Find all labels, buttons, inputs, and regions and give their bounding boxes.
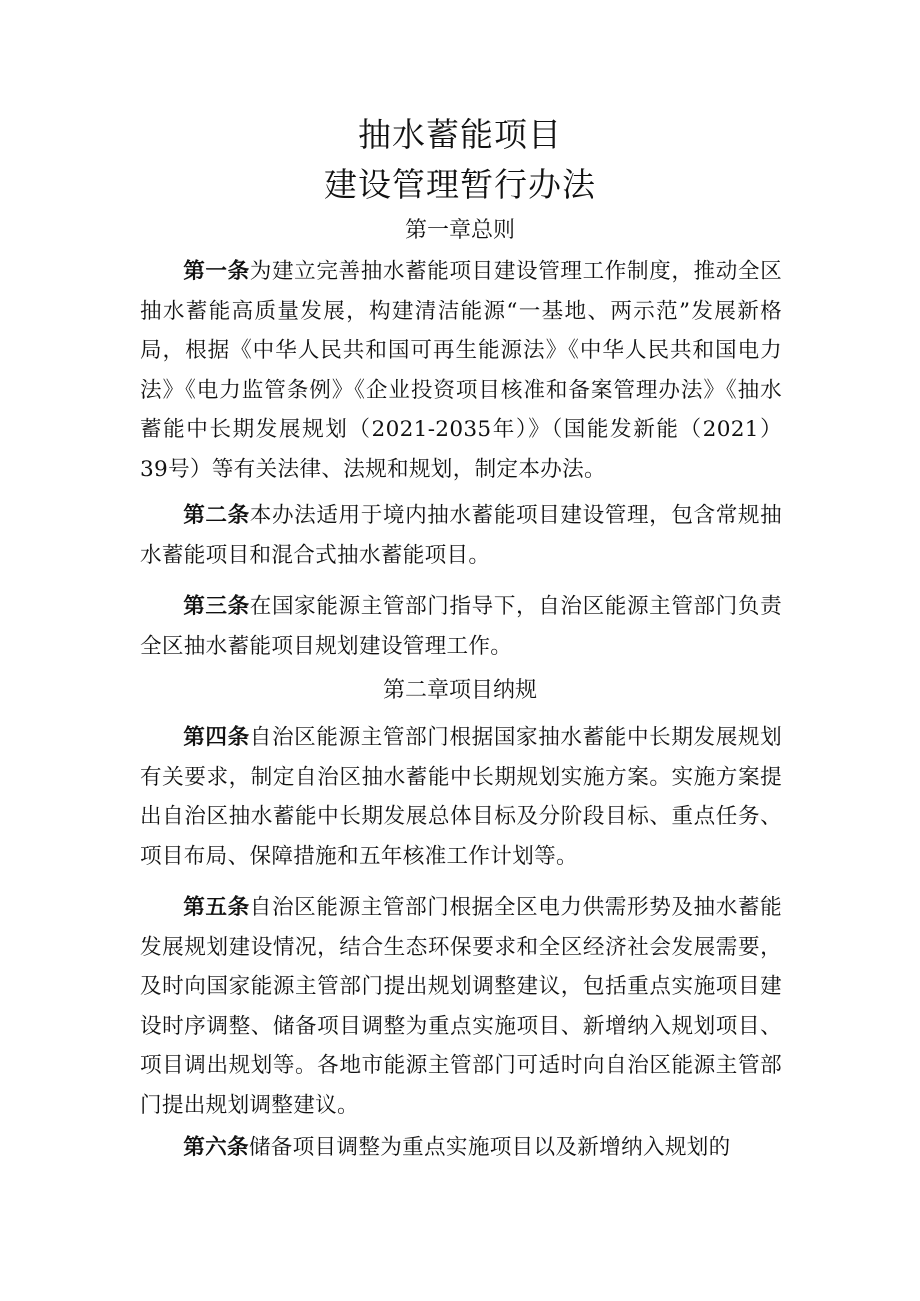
chapter-heading-1: 第一章总则 [404,218,515,243]
article-label: 第二条 [183,503,250,528]
article-2 [140,496,782,575]
article-4 [140,718,782,876]
article-text: 储备项目调整为重点实施项目以及新增纳入规划的 [248,1135,731,1160]
article-label: 第一条 [183,259,250,284]
article-1 [140,252,782,489]
article-text: 本办法适用于境内抽水蓄能项目建设管理，包含常规抽水蓄能项目和混合式抽水蓄能项目。 [140,503,783,568]
chapter-heading-2: 第二章项目纳规 [382,678,537,703]
article-text: 为建立完善抽水蓄能项目建设管理工作制度，推动全区抽水蓄能高质量发展，构建清洁能源“一基地、两示范”发展新格局，根据《中华人民共和国可再生能源法》《中华人民共和国电力法》《电力监管条例》《企业投资项目核准和备案管理办法》《抽水蓄能中长期发展规划（2021-2035年）》（国能发新能（2021）39号）等有关法律、法规和规划，制定本办法。 [140,259,783,482]
article-label: 第三条 [183,594,250,619]
article-label: 第六条 [183,1135,249,1160]
article-label: 第四条 [183,725,250,750]
article-text: 在国家能源主管部门指导下，自治区能源主管部门负责全区抽水蓄能项目规划建设管理工作。 [140,594,783,659]
document-title-line-1: 抽水蓄能项目 [358,115,562,154]
article-text: 自治区能源主管部门根据国家抽水蓄能中长期发展规划有关要求，制定自治区抽水蓄能中长期规划实施方案。实施方案提出自治区抽水蓄能中长期发展总体目标及分阶段目标、重点任务、项目布局、保障措施和五年核准工作计划等。 [140,725,783,869]
document-title-line-2: 建设管理暂行办法 [324,165,596,204]
article-6 [140,1128,782,1168]
article-label: 第五条 [183,895,250,920]
article-text: 自治区能源主管部门根据全区电力供需形势及抽水蓄能发展规划建设情况，结合生态环保要求和全区经济社会发展需要，及时向国家能源主管部门提出规划调整建议，包括重点实施项目建设时序调整、储备项目调整为重点实施项目、新增纳入规划项目、项目调出规划等。各地市能源主管部门可适时向自治区能源主管部门提出规划调整建议。 [140,895,783,1118]
article-3 [140,587,782,666]
article-5 [140,888,782,1125]
